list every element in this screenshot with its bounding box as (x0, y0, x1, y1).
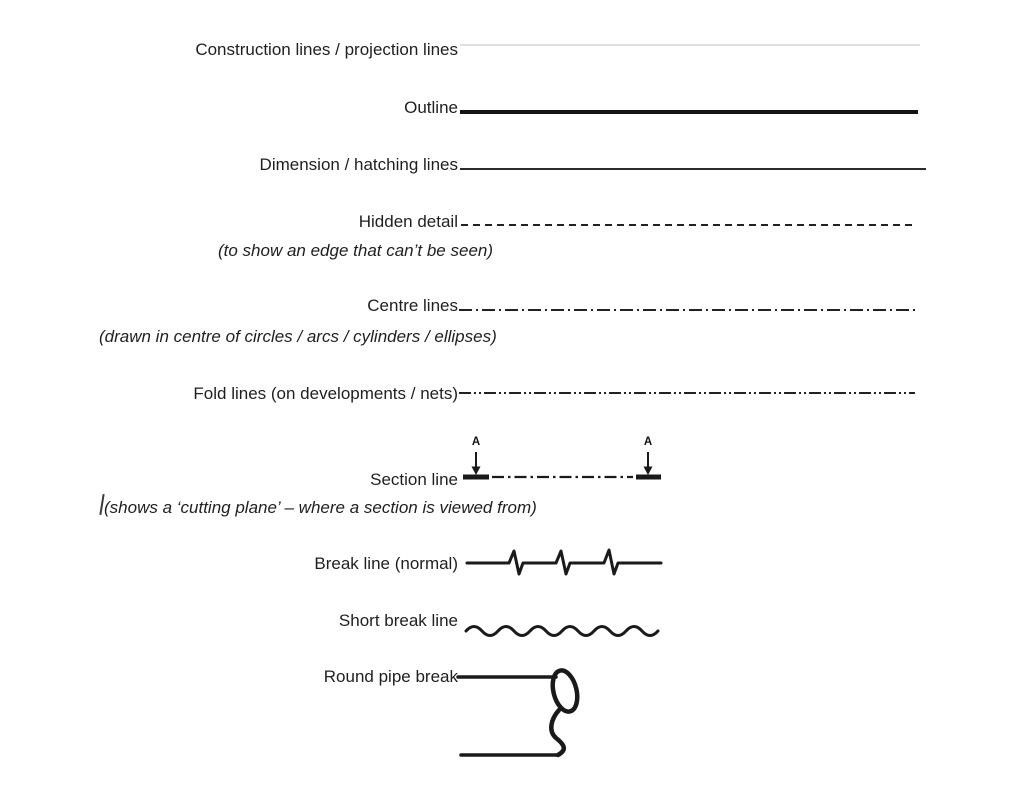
hidden-detail-note: (to show an edge that can’t be seen) (218, 241, 494, 260)
fold-dash-dot-dot-line (459, 392, 915, 394)
pipe-s-tail (551, 710, 564, 755)
construction-line-sample (460, 44, 920, 46)
centre-lines-label: Centre lines (367, 296, 458, 315)
hidden-detail-label: Hidden detail (358, 212, 458, 231)
break-line-zigzag (460, 544, 670, 584)
short-break-line-label: Short break line (338, 611, 458, 630)
round-pipe-break-symbol (448, 664, 593, 766)
section-arrow-letter-right: A (643, 436, 653, 448)
section-arrow-icon (472, 452, 481, 475)
outline-label: Outline (404, 98, 458, 117)
section-line-note: (shows a ‘cutting plane’ – where a section is viewed from) (104, 498, 537, 517)
centre-dash-dot-line (459, 309, 915, 311)
section-arrow-letter-left: A (471, 436, 481, 448)
dimension-lines-label: Dimension / hatching lines (259, 155, 458, 174)
dimension-line-sample (460, 168, 926, 170)
fold-lines-label: Fold lines (on developments / nets) (193, 384, 458, 403)
outline-line-sample (460, 110, 918, 114)
construction-lines-label: Construction lines / projection lines (195, 40, 458, 59)
round-pipe-break-label: Round pipe break (323, 667, 458, 686)
centre-lines-note: (drawn in centre of circles / arcs / cylinders / ellipses) (99, 327, 497, 346)
section-arrow-icon (644, 452, 653, 475)
short-break-wavy-line (460, 614, 668, 648)
section-line-symbol (455, 430, 670, 485)
hidden-detail-dashed-line (461, 224, 916, 226)
pipe-loop (549, 668, 581, 714)
break-line-label: Break line (normal) (314, 554, 458, 573)
section-line-label: Section line (370, 470, 458, 489)
